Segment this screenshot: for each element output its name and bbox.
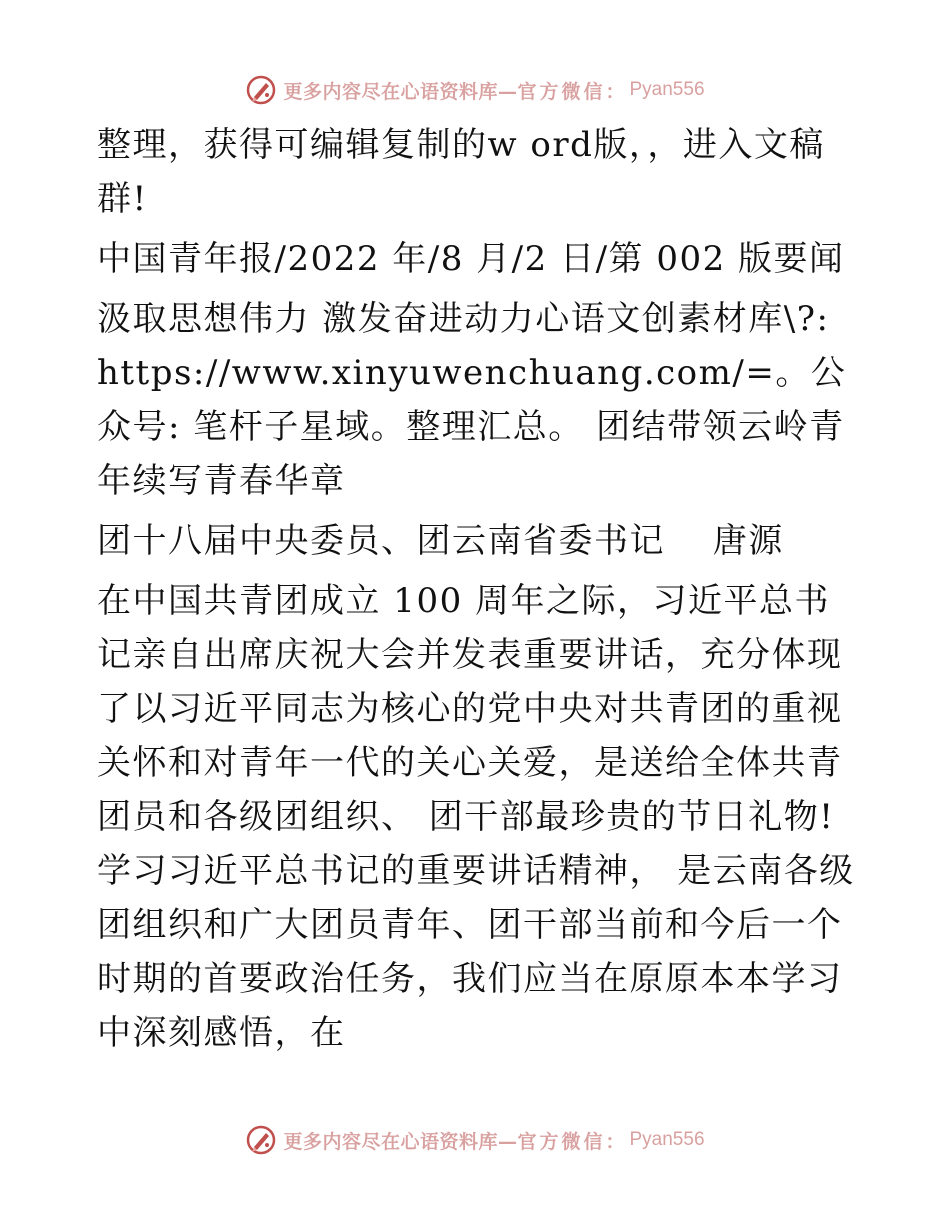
paragraph-source: 中国青年报/2022 年/8 月/2 日/第 002 版要闻 [97,239,845,279]
watermark-wechat-label: 官方微信： [517,1130,628,1153]
watermark-text: 更多内容尽在心语资料库— [283,80,518,103]
watermark-wechat-id: Pyan556 [629,1129,705,1150]
watermark-wechat-id: Pyan556 [629,79,705,100]
document-body [97,118,857,1076]
pen-circle-logo-icon [245,74,277,106]
paragraph-intro: 整理，获得可编辑复制的w ord版，，进入文稿群! [97,125,825,219]
paragraph-title: 汲取思想伟力 激发奋进动力心语文创素材库\?: https://www.xinyuwenchuang.com/=。公众号: 笔杆子星域。整理汇总。 团结带领云岭青年续写青春华章 [97,299,847,501]
paragraph-author: 团十八届中央委员、团云南省委书记 唐源 [97,521,784,561]
watermark-wechat-label: 官方微信： [517,80,628,103]
paragraph-body: 在中国共青团成立 100 周年之际，习近平总书记亲自出席庆祝大会并发表重要讲话，充分体现了以习近平同志为核心的党中央对共青团的重视关怀和对青年一代的关心关爱，是送给全体共青团员和各级团组织、 团干部最珍贵的节日礼物!学习习近平总书记的重要讲话精神， 是云南各级团组织和广大团员青年、团干部当前和今后一个时期的首要政治任务，我们应当在原原本本学习中深刻感悟，在 [97,581,855,1053]
pen-circle-logo-icon [245,1124,277,1156]
watermark-text: 更多内容尽在心语资料库— [283,1130,518,1153]
watermark-banner-top [0,70,950,110]
watermark-banner-bottom [0,1120,950,1160]
